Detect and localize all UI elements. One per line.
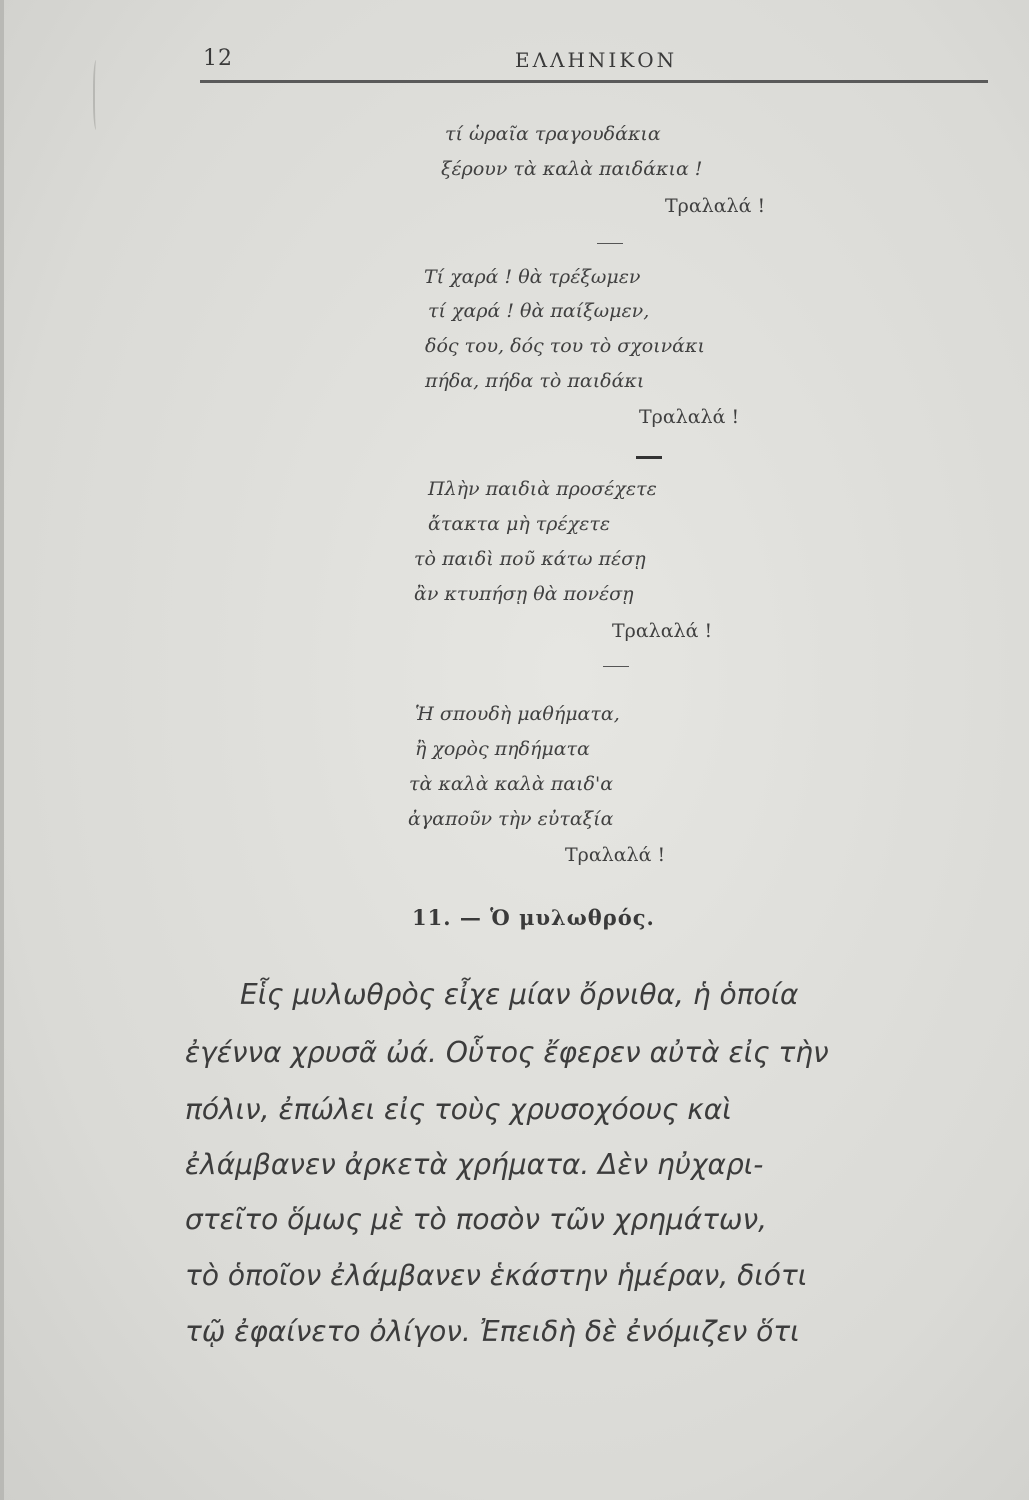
stanza-divider <box>597 243 623 244</box>
poem-line: τί χαρά ! θὰ παίξωμεν, <box>428 300 650 322</box>
section-heading: 11. — Ὁ μυλωθρός. <box>412 905 655 930</box>
poem-refrain: Τραλαλά ! <box>612 620 713 642</box>
poem-line: Πλὴν παιδιὰ προσέχετε <box>428 478 657 500</box>
poem-refrain: Τραλαλά ! <box>665 195 766 217</box>
poem-line: ἀγαποῦν τὴν εὐταξία <box>408 808 614 830</box>
prose-line: τῷ ἐφαίνετο ὀλίγον. Ἐπειδὴ δὲ ἐνόμιζεν ὅτι <box>185 1315 800 1348</box>
stanza-divider <box>636 456 662 459</box>
stanza-divider <box>603 666 629 667</box>
poem-line: ἂν κτυπήσῃ θὰ πονέσῃ <box>414 583 634 605</box>
poem-line: ἄτακτα μὴ τρέχετε <box>428 513 611 535</box>
prose-line: τὸ ὁποῖον ἐλάμβανεν ἑκάστην ἡμέραν, διότι <box>185 1259 808 1292</box>
poem-refrain: Τραλαλά ! <box>565 844 666 866</box>
prose-line: Εἷς μυλωθρὸς εἶχε μίαν ὄρνιθα, ἡ ὁποία <box>240 978 799 1011</box>
poem-line: δός του, δός του τὸ σχοινάκι <box>425 335 705 357</box>
poem-line: Ἡ σπουδὴ μαθήματα, <box>415 703 620 725</box>
prose-line: ἐγέννα χρυσᾶ ὠά. Οὗτος ἔφερεν αὐτὰ εἰς τὴν <box>185 1036 829 1069</box>
running-head: ΕΛΛΗΝΙΚΟΝ <box>515 48 678 72</box>
page-number: 12 <box>203 46 233 71</box>
prose-line: ἐλάμβανεν ἀρκετὰ χρήματα. Δὲν ηὐχαρι- <box>185 1148 764 1181</box>
poem-line: Τί χαρά ! θὰ τρέξωμεν <box>424 266 641 288</box>
poem-line: τὰ καλὰ καλὰ παιδ'α <box>409 773 614 795</box>
poem-refrain: Τραλαλά ! <box>639 406 740 428</box>
poem-line: ξέρουν τὰ καλὰ παιδάκια ! <box>441 158 703 180</box>
poem-line: τὸ παιδὶ ποῦ κάτω πέσῃ <box>414 548 646 570</box>
prose-line: πόλιν, ἐπώλει εἰς τοὺς χρυσοχόους καὶ <box>185 1093 732 1126</box>
header-rule <box>200 80 988 83</box>
page-edge-shadow <box>0 0 4 1500</box>
poem-line: πήδα, πήδα τὸ παιδάκι <box>425 370 645 392</box>
prose-line: στεῖτο ὅμως μὲ τὸ ποσὸν τῶν χρημάτων, <box>185 1203 768 1236</box>
poem-line: ἢ χορὸς πηδήματα <box>415 738 590 760</box>
poem-line: τί ὡραῖα τραγουδάκια <box>445 123 661 145</box>
page-crease <box>93 60 101 130</box>
